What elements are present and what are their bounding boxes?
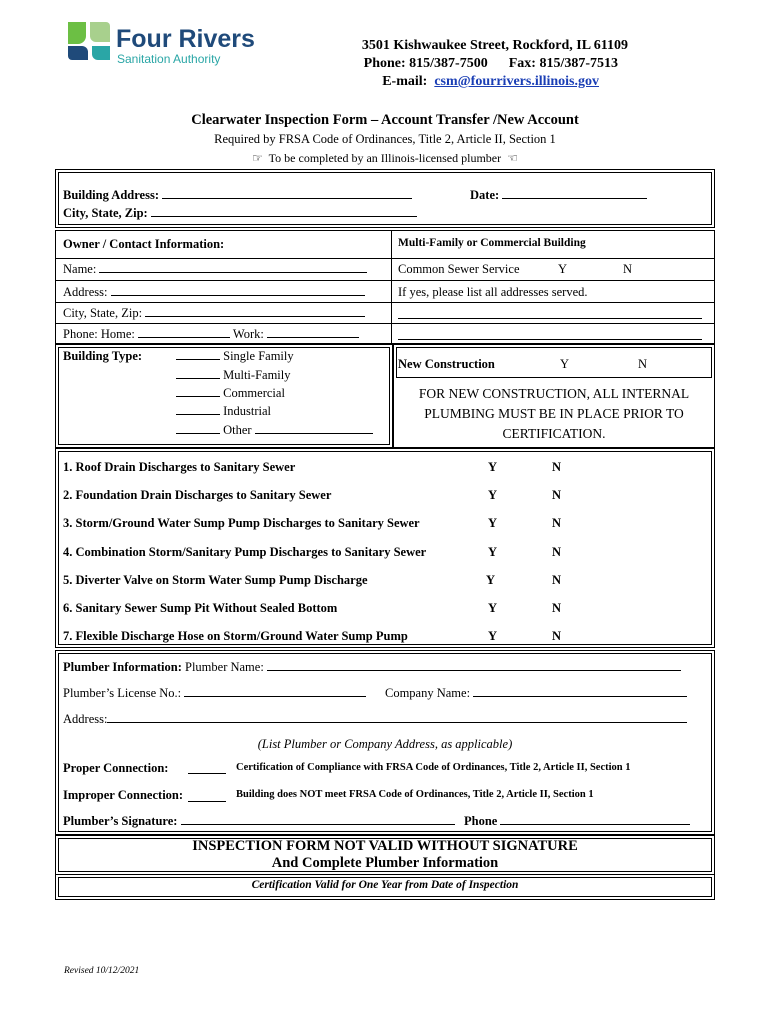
owner-name-field[interactable]: [63, 262, 367, 277]
proper-connection-blank[interactable]: [188, 761, 226, 774]
date-label: Date:: [470, 188, 500, 202]
addresses-served-line-2[interactable]: [398, 327, 702, 340]
plumber-phone-field[interactable]: [464, 814, 690, 829]
owner-phone-field[interactable]: [63, 327, 359, 342]
new-construction-yes[interactable]: Y: [560, 357, 570, 371]
question-text: 5. Diverter Valve on Storm Water Sump Pump Discharge: [63, 573, 368, 587]
org-phone-fax: [364, 56, 618, 72]
logo-subtitle: Sanitation Authority: [117, 52, 221, 66]
question-yes[interactable]: Y: [488, 545, 498, 559]
plumber-address-field[interactable]: [63, 712, 687, 727]
improper-connection-blank[interactable]: [188, 789, 226, 802]
proper-connection-text: Certification of Compliance with FRSA Code of Ordinances, Title 2, Article II, Section 1: [236, 762, 631, 773]
improper-connection-label: Improper Connection:: [63, 788, 184, 802]
common-sewer-yes[interactable]: Y: [558, 262, 568, 276]
org-email-link[interactable]: csm@fourrivers.illinois.gov: [434, 74, 599, 89]
org-email-label: E-mail:: [382, 74, 428, 89]
org-fax: Fax: 815/387-7513: [508, 56, 618, 71]
question-no[interactable]: N: [552, 573, 562, 587]
building-address-label: Building Address:: [63, 188, 159, 202]
logo-name: Four Rivers: [116, 25, 255, 53]
plumber-info-label: Plumber Information:: [63, 660, 182, 674]
building-address-field[interactable]: [63, 188, 412, 203]
logo-mark-icon: [66, 20, 112, 62]
validity-text: Certification Valid for One Year from Date of Inspection: [251, 879, 519, 891]
new-construction-no[interactable]: N: [638, 357, 648, 371]
question-no[interactable]: N: [552, 545, 562, 559]
form-title: Clearwater Inspection Form – Account Transfer /New Account: [191, 112, 579, 128]
org-email-line: [382, 74, 599, 90]
org-address: 3501 Kishwaukee Street, Rockford, IL 61109: [361, 38, 628, 53]
plumber-license-field[interactable]: [63, 686, 366, 701]
company-name-label: Company Name:: [385, 686, 471, 700]
question-yes[interactable]: Y: [486, 573, 496, 587]
owner-city-field[interactable]: [63, 306, 365, 321]
question-text: 1. Roof Drain Discharges to Sanitary Sewer: [63, 460, 296, 474]
question-yes[interactable]: Y: [488, 488, 498, 502]
owner-phone-home-label: Phone: Home:: [63, 327, 135, 341]
revised-date: Revised 10/12/2021: [64, 966, 140, 976]
org-phone: Phone: 815/387-7500: [363, 56, 488, 71]
plumber-name-label: Plumber Name:: [185, 660, 264, 674]
owner-heading: Owner / Contact Information:: [63, 237, 225, 251]
question-yes[interactable]: Y: [488, 601, 498, 615]
warning-line-2: And Complete Plumber Information: [271, 855, 499, 871]
question-yes[interactable]: Y: [488, 516, 498, 530]
addresses-served-line-1[interactable]: [398, 306, 702, 319]
common-sewer-label: Common Sewer Service: [398, 262, 520, 276]
owner-phone-work-label: Work:: [232, 327, 264, 341]
owner-address-label: Address:: [63, 285, 108, 299]
new-construction-note: FOR NEW CONSTRUCTION, ALL INTERNAL PLUMBING MUST BE IN PLACE PRIOR TO CERTIFICATION.: [418, 386, 690, 441]
proper-connection-label: Proper Connection:: [63, 761, 169, 775]
common-sewer-no[interactable]: N: [623, 262, 633, 276]
city-state-zip-field[interactable]: [63, 206, 417, 221]
question-text: 7. Flexible Discharge Hose on Storm/Ground Water Sump Pump: [63, 629, 408, 643]
question-no[interactable]: N: [552, 488, 562, 502]
plumber-license-label: Plumber’s License No.:: [63, 686, 182, 700]
building-type-option-commercial[interactable]: Commercial: [176, 386, 285, 401]
question-yes[interactable]: Y: [488, 629, 498, 643]
building-type-option-industrial[interactable]: Industrial: [176, 404, 271, 419]
multifamily-heading: Multi-Family or Commercial Building: [398, 237, 586, 249]
form-licensed-note: [0, 151, 770, 166]
question-text: 4. Combination Storm/Sanitary Pump Discharges to Sanitary Sewer: [63, 545, 427, 559]
plumber-name-field[interactable]: [63, 660, 681, 675]
building-type-option-other[interactable]: Other: [176, 423, 373, 438]
building-type-option-single-family[interactable]: Single Family: [176, 349, 294, 364]
question-yes[interactable]: Y: [488, 460, 498, 474]
warning-line-1: INSPECTION FORM NOT VALID WITHOUT SIGNATURE: [192, 838, 578, 854]
building-type-option-multi-family[interactable]: Multi-Family: [176, 368, 291, 383]
plumber-address-label: Address:: [63, 712, 108, 726]
hand-right-icon: ☞: [252, 151, 263, 165]
addresses-served-note: If yes, please list all addresses served.: [398, 285, 588, 299]
owner-city-label: City, State, Zip:: [63, 306, 143, 320]
question-no[interactable]: N: [552, 460, 562, 474]
plumber-signature-label: Plumber’s Signature:: [63, 814, 178, 828]
logo: [66, 20, 112, 62]
question-no[interactable]: N: [552, 601, 562, 615]
question-text: 3. Storm/Ground Water Sump Pump Discharges to Sanitary Sewer: [63, 516, 420, 530]
date-field[interactable]: [470, 188, 647, 203]
company-name-field[interactable]: [385, 686, 687, 701]
hand-left-icon: ☜: [507, 151, 518, 165]
new-construction-label: New Construction: [398, 357, 495, 371]
building-type-label: Building Type:: [63, 349, 143, 363]
common-sewer-row: [398, 262, 520, 277]
owner-address-field[interactable]: [63, 285, 365, 300]
question-no[interactable]: N: [552, 629, 562, 643]
licensed-text: To be completed by an Illinois-licensed plumber: [268, 151, 502, 165]
question-no[interactable]: N: [552, 516, 562, 530]
plumber-address-note: (List Plumber or Company Address, as applicable): [257, 737, 513, 751]
question-text: 2. Foundation Drain Discharges to Sanitary Sewer: [63, 488, 332, 502]
owner-name-label: Name:: [63, 262, 97, 276]
question-text: 6. Sanitary Sewer Sump Pit Without Sealed Bottom: [63, 601, 338, 615]
plumber-phone-label: Phone: [464, 814, 498, 828]
plumber-signature-field[interactable]: [63, 814, 455, 829]
form-required-note: Required by FRSA Code of Ordinances, Title 2, Article II, Section 1: [214, 132, 556, 146]
improper-connection-text: Building does NOT meet FRSA Code of Ordinances, Title 2, Article II, Section 1: [236, 789, 594, 800]
city-state-zip-label: City, State, Zip:: [63, 206, 148, 220]
